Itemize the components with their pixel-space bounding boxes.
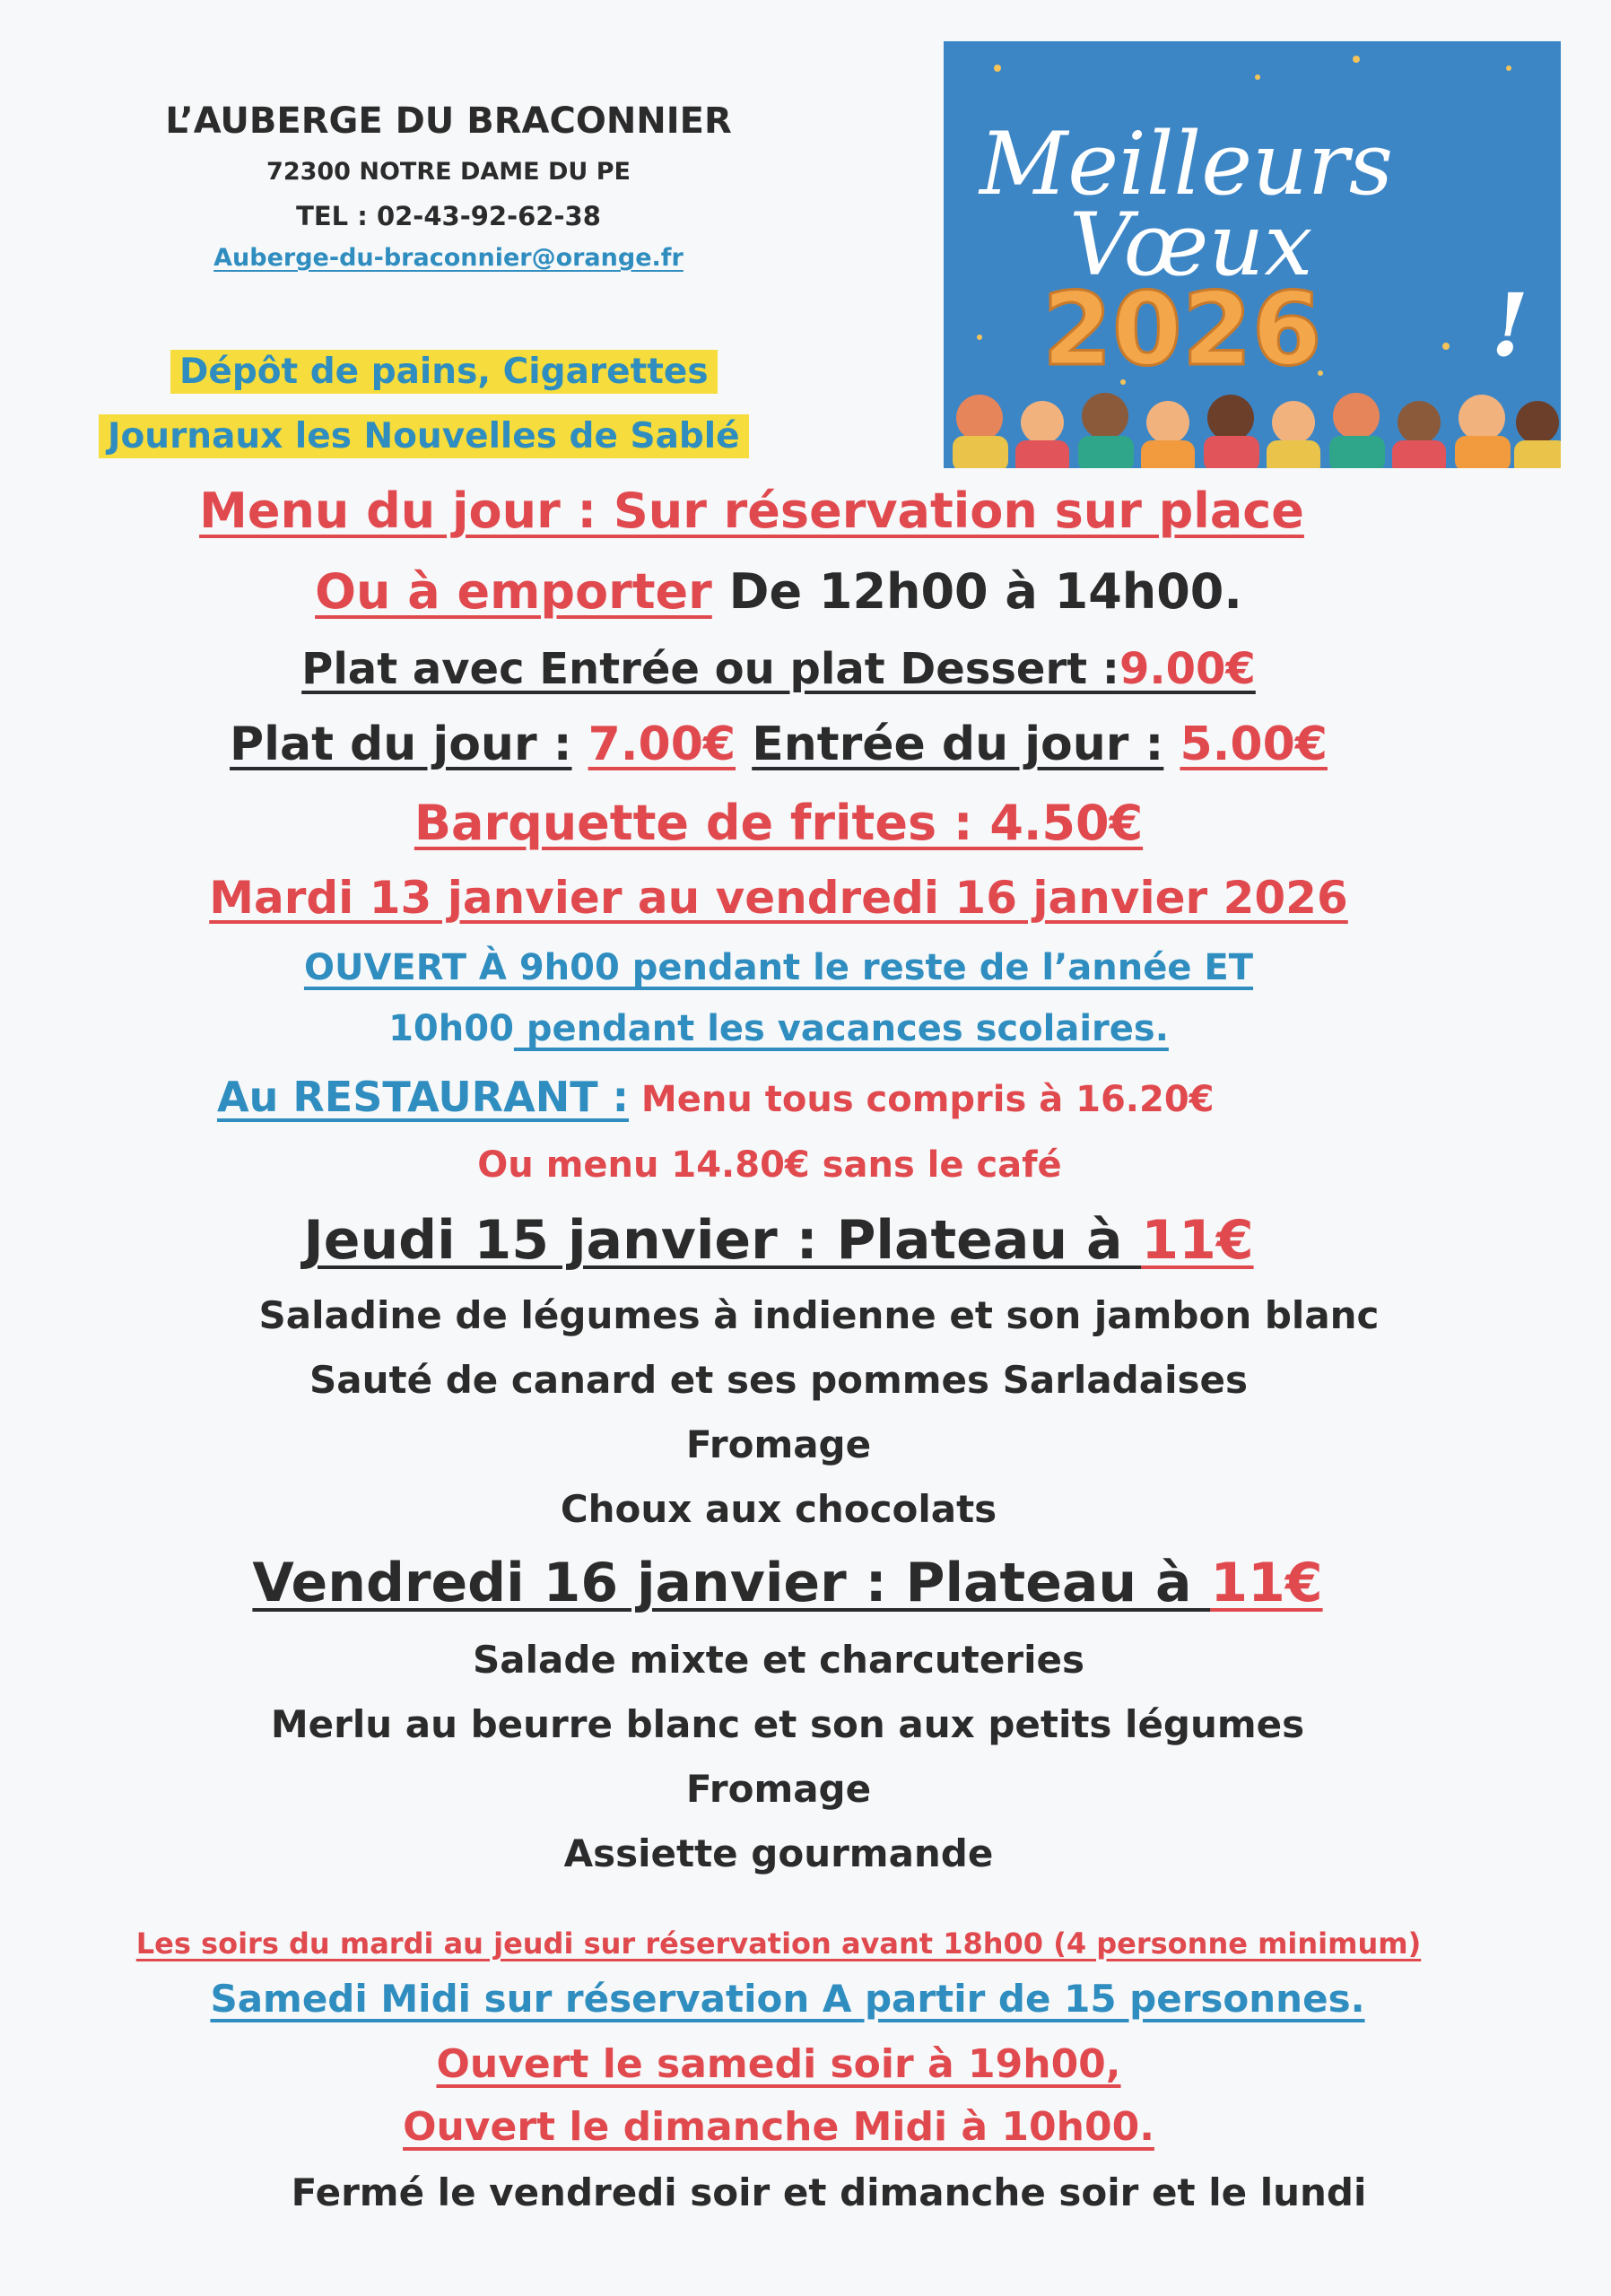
combo-row <box>0 644 1584 694</box>
plat-label: Plat du jour : <box>230 718 572 771</box>
thursday-item: Choux aux chocolats <box>560 1487 997 1531</box>
greeting-card-image <box>944 41 1561 468</box>
open-line2-time: 10h00 <box>388 1008 514 1049</box>
thursday-title: Jeudi 15 janvier : Plateau à <box>303 1209 1142 1272</box>
frites-row <box>0 795 1584 851</box>
evenings-row <box>0 1926 1584 1961</box>
saturday-noon-row <box>0 1977 1593 2021</box>
friday-title-row <box>0 1552 1593 1614</box>
thursday-title-row <box>0 1209 1584 1272</box>
combo-label: Plat avec Entrée ou plat Dessert : <box>301 644 1119 694</box>
thursday-item: Saladine de légumes à indienne et son jambon blanc <box>258 1293 1380 1337</box>
week-dates: Mardi 13 janvier au vendredi 16 janvier 2026 <box>209 872 1348 924</box>
evenings-line: Les soirs du mardi au jeudi sur réservation avant 18h00 (4 personne minimum) <box>135 1926 1422 1961</box>
frites-line: Barquette de frites : 4.50€ <box>414 795 1144 851</box>
open-line2-rest: pendant les vacances scolaires. <box>513 1008 1169 1049</box>
card-exclamation: ! <box>1491 274 1529 376</box>
open-line1-row <box>0 947 1584 988</box>
saturday-evening-row <box>0 2041 1584 2087</box>
takeaway-row <box>0 563 1584 620</box>
restaurant-label: Au RESTAURANT : <box>217 1073 629 1121</box>
friday-title: Vendredi 16 janvier : Plateau à <box>252 1552 1211 1614</box>
restaurant-row <box>217 1073 1215 1121</box>
sunday-noon: Ouvert le dimanche Midi à 10h00. <box>403 2104 1154 2150</box>
thursday-item: Fromage <box>685 1422 872 1466</box>
saturday-noon: Samedi Midi sur réservation A partir de 15 personnes. <box>210 1977 1365 2021</box>
entree-label: Entrée du jour : <box>752 718 1164 771</box>
address: 72300 NOTRE DAME DU PE <box>266 158 631 186</box>
friday-item: Fromage <box>685 1767 872 1811</box>
sunday-noon-row <box>0 2104 1584 2150</box>
friday-price: 11€ <box>1210 1552 1323 1614</box>
menu-title-row <box>0 483 1557 539</box>
business-name: L’AUBERGE DU BRACONNIER <box>165 100 732 142</box>
plat-entree-row <box>0 718 1584 771</box>
restaurant-menu2: Ou menu 14.80€ sans le café <box>477 1144 1062 1186</box>
combo-price: 9.00€ <box>1119 644 1256 694</box>
services-line2: Journaux les Nouvelles de Sablé <box>99 414 749 458</box>
open-line2-row <box>0 1008 1584 1049</box>
friday-item: Salade mixte et charcuteries <box>473 1638 1084 1682</box>
friday-item: Assiette gourmande <box>563 1831 994 1875</box>
services-line1-row <box>170 352 718 392</box>
menu-title: Menu du jour : Sur réservation sur place <box>199 483 1304 539</box>
email-row <box>81 244 816 272</box>
phone: TEL : 02-43-92-62-38 <box>296 201 601 231</box>
services-line2-row <box>99 416 749 457</box>
thursday-item: Sauté de canard et ses pommes Sarladaises <box>309 1358 1248 1402</box>
greeting-card-art <box>944 41 1561 468</box>
takeaway-hours: De 12h00 à 14h00. <box>728 563 1242 620</box>
thursday-price: 11€ <box>1141 1209 1254 1272</box>
entree-price: 5.00€ <box>1180 718 1328 771</box>
card-year: 2026 <box>1042 272 1322 388</box>
takeaway-label: Ou à emporter <box>315 563 712 620</box>
open-line1: OUVERT À 9h00 pendant le reste de l’année ET <box>303 947 1254 988</box>
restaurant-menu: Menu tous compris à 16.20€ <box>629 1079 1215 1120</box>
dates-row <box>0 872 1584 924</box>
plat-price: 7.00€ <box>588 718 736 771</box>
card-line1: Meilleurs <box>980 114 1394 214</box>
card-line2: Vœux <box>1069 195 1313 295</box>
saturday-evening: Ouvert le samedi soir à 19h00, <box>436 2041 1121 2087</box>
email-link[interactable]: Auberge-du-braconnier@orange.fr <box>213 244 684 272</box>
services-line1: Dépôt de pains, Cigarettes <box>170 350 718 394</box>
friday-item: Merlu au beurre blanc et son aux petits légumes <box>270 1702 1305 1746</box>
closed-days: Fermé le vendredi soir et dimanche soir et le lundi <box>291 2170 1367 2214</box>
